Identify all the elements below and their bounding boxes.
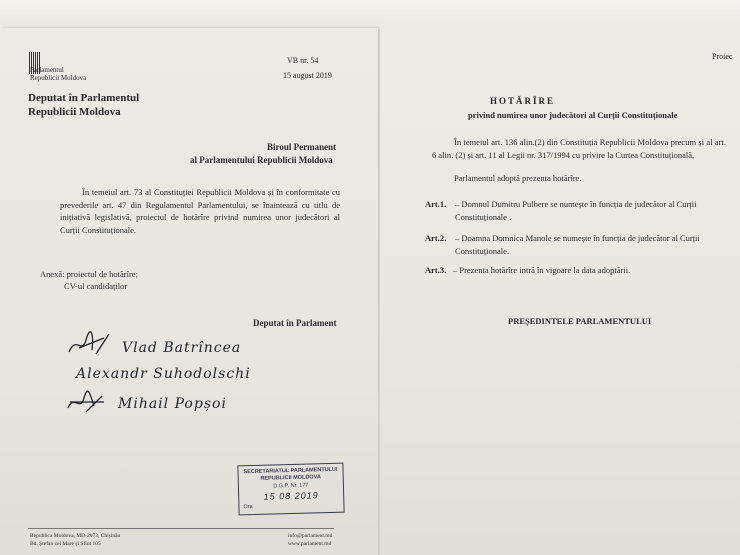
letter-date: 15 august 2019 bbox=[283, 71, 332, 80]
president-signature-title: PREȘEDINTELE PARLAMENTULUI bbox=[508, 316, 652, 326]
signature-1: Vlad Batrîncea bbox=[122, 340, 242, 356]
article-1-line1: – Domnul Dumitru Pulbere se numește în funcția de judecător al Curții bbox=[455, 199, 697, 209]
stamp-line2: REPUBLICII MOLDOVA bbox=[260, 474, 321, 482]
decision-intro: În temeiul art. 136 alin.(2) din Constituția Republicii Moldova precum și al art. 6 alin. (2) și art. 11 al Legii nr. 317/1994 cu privire la Curtea Constituțională, bbox=[432, 137, 726, 160]
draft-corner-label: Proiec bbox=[712, 52, 733, 61]
article-2-line1: – Doamna Domnica Manole se numește în funcția de judecător al Curții bbox=[455, 233, 700, 243]
stamp-date: 15 08 2019 bbox=[263, 490, 319, 502]
logo-text-line1: Parlamentul bbox=[30, 66, 64, 74]
sender-line2: Republicii Moldova bbox=[28, 106, 121, 118]
footer-divider bbox=[28, 528, 334, 529]
draft-decision-page bbox=[380, 20, 740, 555]
annex-line1: Anexă: proiectul de hotărîre; bbox=[40, 269, 138, 279]
article-3-line1: – Prezenta hotărîre intră în vigoare la data adoptării. bbox=[453, 265, 631, 275]
signature-scribble-icon bbox=[64, 330, 124, 360]
article-3-label: Art.3. bbox=[425, 265, 447, 275]
recipient-line2: al Parlamentului Republicii Moldova bbox=[190, 155, 333, 165]
registration-stamp bbox=[237, 463, 344, 516]
signature-scribble-icon bbox=[64, 390, 114, 418]
signature-title: Deputat în Parlament bbox=[253, 318, 337, 328]
decision-subtitle: privind numirea unor judecători al Curții Constituționale bbox=[468, 110, 678, 120]
decision-adopt: Parlamentul adoptă prezenta hotărîre. bbox=[454, 173, 582, 183]
article-1-line2: Constituționale . bbox=[455, 212, 512, 222]
stamp-line1: SECRETARIATUL PARLAMENTULUI bbox=[243, 466, 338, 476]
logo-text-line2: Republicii Moldova bbox=[30, 74, 87, 82]
recipient-line1: Biroul Permanent bbox=[267, 142, 337, 152]
article-2-line2: Constituționale. bbox=[455, 246, 510, 256]
sender-line1: Deputat în Parlamentul bbox=[28, 92, 140, 104]
decision-title: HOTĂRÎRE bbox=[490, 96, 556, 106]
footer-website: www.parlament.md bbox=[288, 541, 332, 547]
signature-2: Alexandr Suhodolschi bbox=[76, 366, 251, 382]
footer-address2: Bd. Ștefan cel Mare și Sfînt 105 bbox=[30, 541, 101, 547]
signature-3: Mihail Popșoi bbox=[118, 396, 227, 412]
stamp-line5: Ora bbox=[243, 504, 253, 511]
footer-email: info@parlament.md bbox=[288, 533, 333, 539]
article-1-label: Art.1. bbox=[425, 199, 447, 209]
footer-address1: Republica Moldova, MD-2073, Chișinău bbox=[30, 533, 121, 539]
annex-line2: CV-ul candidaților bbox=[64, 281, 128, 291]
reference-number: VB nr. 54 bbox=[287, 56, 319, 65]
article-2-label: Art.2. bbox=[425, 233, 447, 243]
letter-body: În temeiul art. 73 al Constituției Republicii Moldova și în conformitate cu prevederile art. 47 din Regulamentul Parlamentului, se înaintează cu titlu de inițiativă legislativă, proiectul de hotărîre privind numirea unor judecători al Curții Constituționale. bbox=[60, 187, 340, 235]
stamp-line3: D.G.P. Nr. 177 bbox=[273, 482, 309, 490]
